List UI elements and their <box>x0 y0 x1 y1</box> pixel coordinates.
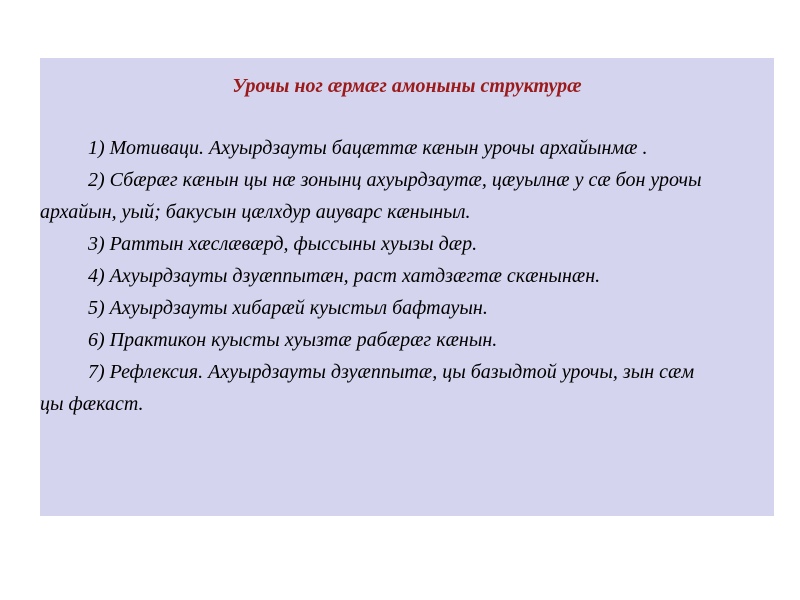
list-item: 4) Ахуырдзауты дзуæппытæн, раст хатдзæгтæ скæнынæн. <box>88 265 601 287</box>
list-item: 1) Мотиваци. Ахуырдзауты бацæттæ кæнын урочы архайынмæ . <box>88 137 648 159</box>
list-item: 3) Раттын хæслæвæрд, фыссыны хуызы дæр. <box>88 233 478 255</box>
list-item: 2) Сбæрæг кæнын цы нæ зонынц ахуырдзаутæ, цæуылнæ у сæ бон урочы архайын, уый; бакусын цæлхдур аиуварс кæныныл. <box>40 169 702 223</box>
list-item: 6) Практикон куысты хуызтæ рабæрæг кæнын. <box>88 329 498 351</box>
list-item: 7) Рефлексия. Ахуырдзауты дзуæппытæ, цы базыдтой урочы, зын сæм цы фæкаст. <box>40 361 695 415</box>
list-item: 5) Ахуырдзауты хибарæй куыстыл бафтауын. <box>88 297 488 319</box>
slide-content <box>40 132 720 420</box>
slide-title: Урочы ног æрмæг амоныны структурæ <box>232 75 582 97</box>
slide-panel <box>40 58 774 516</box>
